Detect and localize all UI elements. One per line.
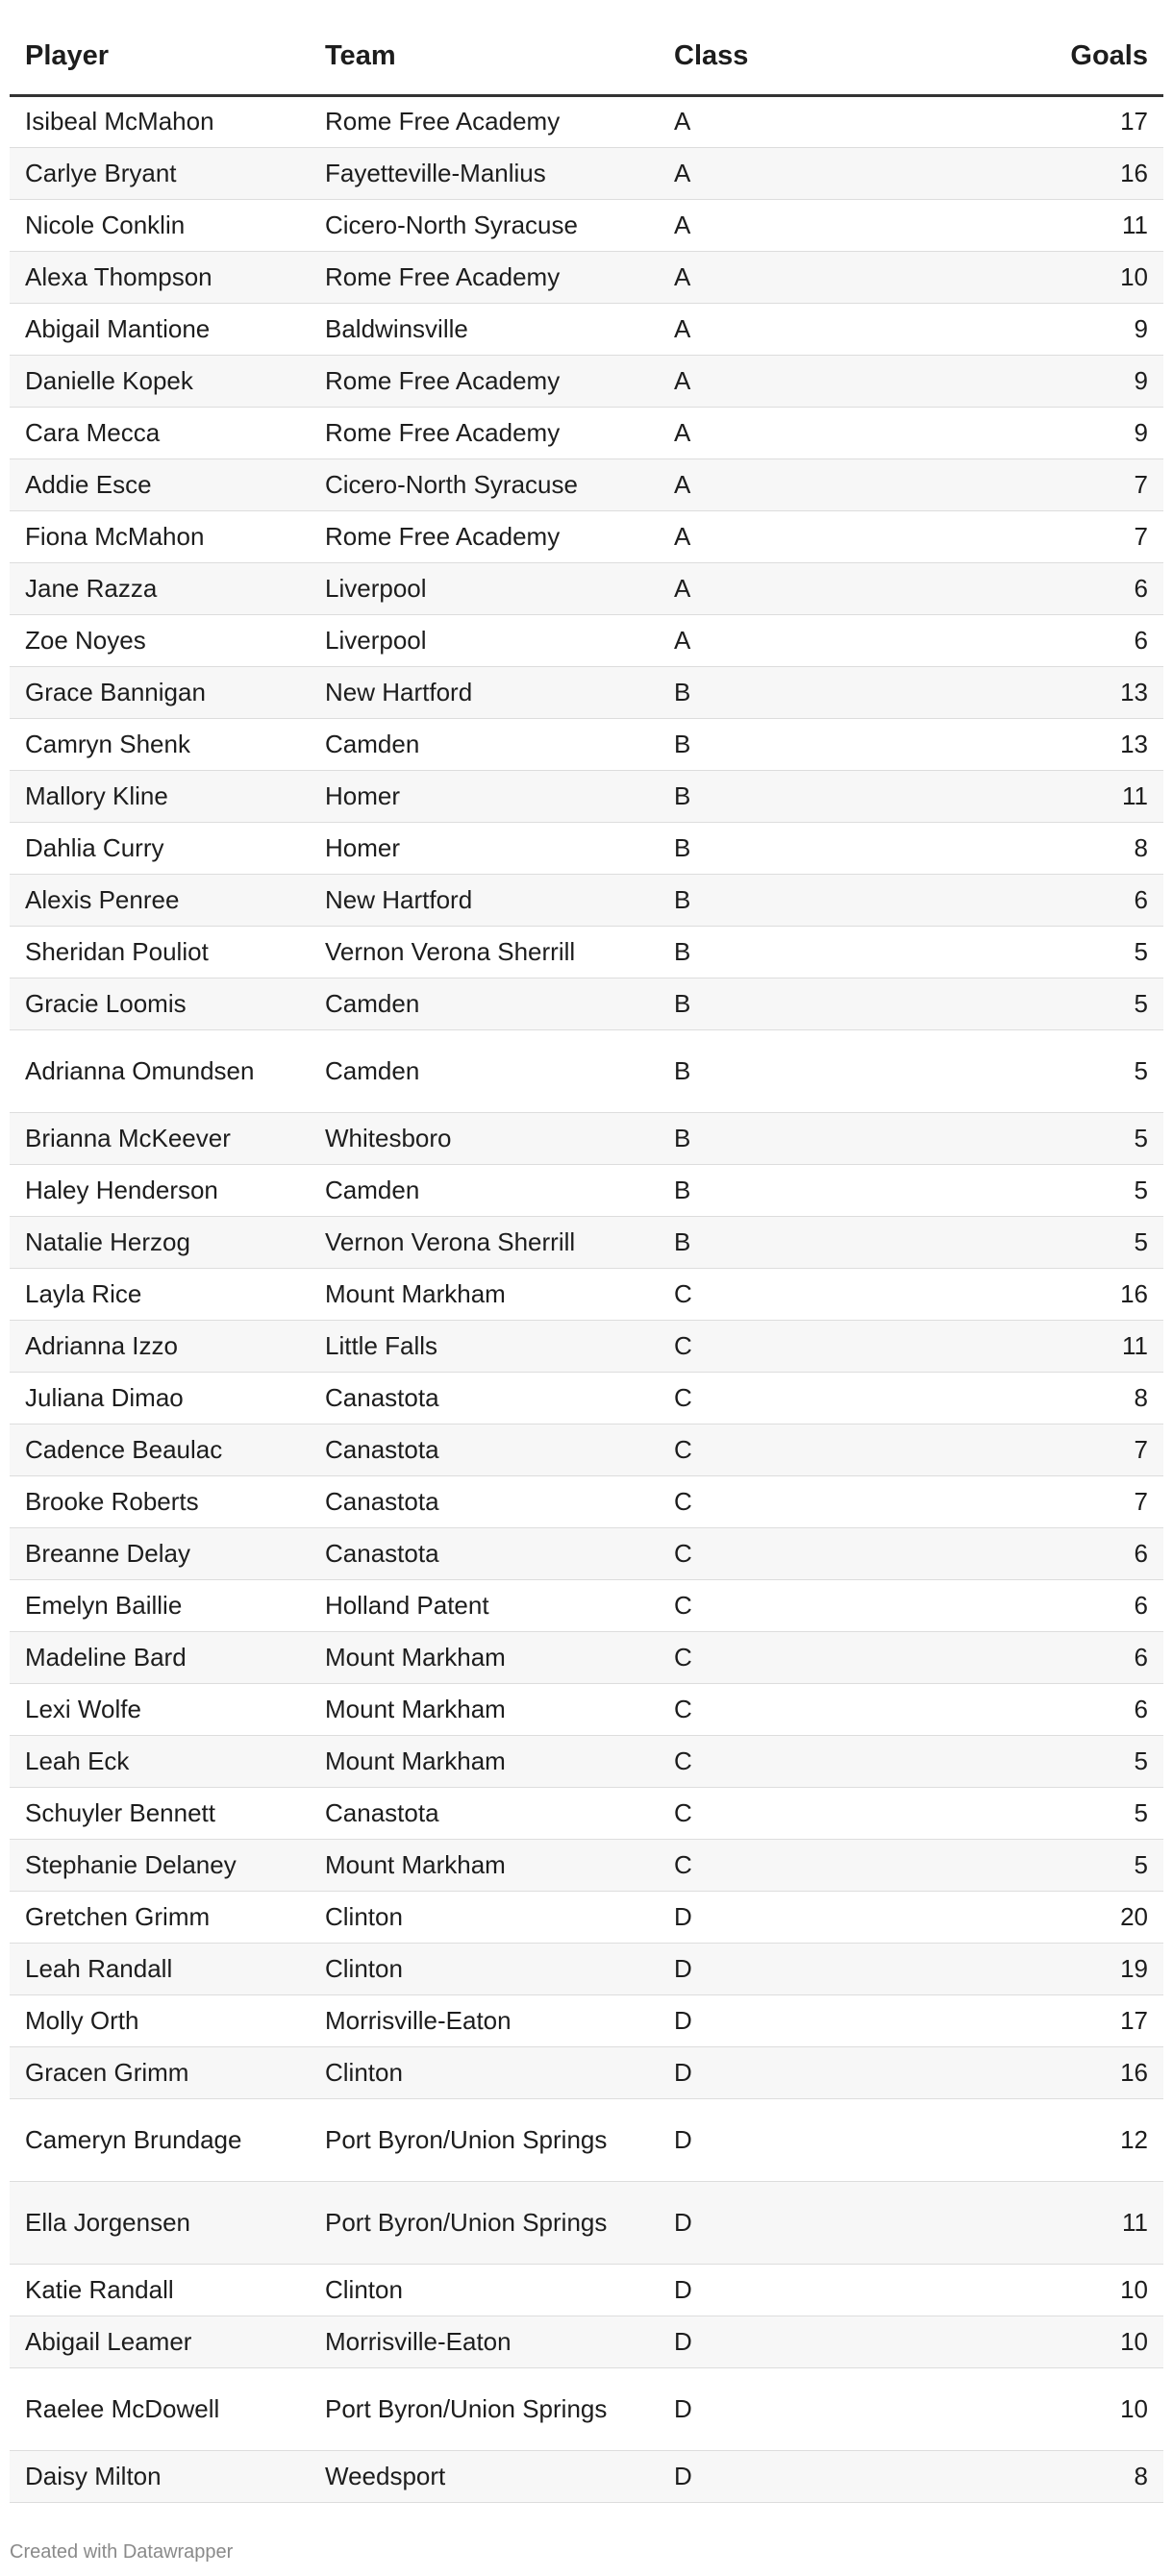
cell-player: Raelee McDowell xyxy=(10,2367,310,2450)
cell-class: A xyxy=(659,614,851,666)
cell-class: D xyxy=(659,2046,851,2098)
table-row xyxy=(10,1994,1163,2046)
cell-goals: 16 xyxy=(851,147,1163,199)
cell-class: C xyxy=(659,1735,851,1787)
table-row xyxy=(10,2316,1163,2367)
cell-player: Abigail Leamer xyxy=(10,2316,310,2367)
table-row xyxy=(10,251,1163,303)
cell-team: Morrisville-Eaton xyxy=(310,2316,659,2367)
cell-player: Fiona McMahon xyxy=(10,510,310,562)
table-row xyxy=(10,2098,1163,2181)
cell-player: Ella Jorgensen xyxy=(10,2181,310,2264)
table-row xyxy=(10,978,1163,1029)
table-row xyxy=(10,874,1163,926)
cell-class: B xyxy=(659,822,851,874)
cell-goals: 5 xyxy=(851,1787,1163,1839)
cell-team: Camden xyxy=(310,1164,659,1216)
cell-team: Rome Free Academy xyxy=(310,355,659,407)
cell-player: Molly Orth xyxy=(10,1994,310,2046)
cell-goals: 10 xyxy=(851,251,1163,303)
cell-player: Haley Henderson xyxy=(10,1164,310,1216)
cell-player: Camryn Shenk xyxy=(10,718,310,770)
cell-team: New Hartford xyxy=(310,666,659,718)
cell-team: Weedsport xyxy=(310,2450,659,2502)
goals-table xyxy=(10,19,1163,2503)
table-row xyxy=(10,1268,1163,1320)
table-row xyxy=(10,147,1163,199)
cell-class: A xyxy=(659,407,851,458)
cell-goals: 8 xyxy=(851,822,1163,874)
cell-team: Mount Markham xyxy=(310,1631,659,1683)
table-row xyxy=(10,1424,1163,1475)
cell-player: Adrianna Izzo xyxy=(10,1320,310,1372)
cell-class: A xyxy=(659,562,851,614)
cell-player: Sheridan Pouliot xyxy=(10,926,310,978)
cell-team: Canastota xyxy=(310,1475,659,1527)
cell-player: Cameryn Brundage xyxy=(10,2098,310,2181)
cell-class: B xyxy=(659,666,851,718)
cell-player: Juliana Dimao xyxy=(10,1372,310,1424)
cell-team: Clinton xyxy=(310,2264,659,2316)
cell-goals: 9 xyxy=(851,355,1163,407)
cell-team: Liverpool xyxy=(310,562,659,614)
cell-goals: 11 xyxy=(851,199,1163,251)
cell-class: D xyxy=(659,2098,851,2181)
cell-goals: 7 xyxy=(851,1475,1163,1527)
cell-class: B xyxy=(659,1029,851,1112)
cell-class: A xyxy=(659,147,851,199)
cell-team: Little Falls xyxy=(310,1320,659,1372)
cell-goals: 5 xyxy=(851,1029,1163,1112)
table-row xyxy=(10,2264,1163,2316)
cell-goals: 10 xyxy=(851,2264,1163,2316)
header-row xyxy=(10,19,1163,95)
cell-class: B xyxy=(659,1164,851,1216)
table-row xyxy=(10,1112,1163,1164)
cell-class: A xyxy=(659,510,851,562)
cell-goals: 8 xyxy=(851,2450,1163,2502)
cell-goals: 13 xyxy=(851,666,1163,718)
cell-goals: 5 xyxy=(851,1164,1163,1216)
table-row xyxy=(10,2181,1163,2264)
column-header-team[interactable]: Team xyxy=(310,19,659,95)
cell-team: Canastota xyxy=(310,1372,659,1424)
cell-team: Homer xyxy=(310,770,659,822)
table-row xyxy=(10,1943,1163,1994)
cell-class: C xyxy=(659,1579,851,1631)
column-header-goals[interactable]: Goals xyxy=(851,19,1163,95)
cell-team: Fayetteville-Manlius xyxy=(310,147,659,199)
cell-goals: 6 xyxy=(851,1683,1163,1735)
table-row xyxy=(10,2046,1163,2098)
cell-goals: 6 xyxy=(851,562,1163,614)
table-row xyxy=(10,199,1163,251)
cell-goals: 6 xyxy=(851,1579,1163,1631)
cell-class: A xyxy=(659,303,851,355)
table-row xyxy=(10,1216,1163,1268)
cell-player: Leah Randall xyxy=(10,1943,310,1994)
cell-team: Port Byron/Union Springs xyxy=(310,2098,659,2181)
cell-class: C xyxy=(659,1475,851,1527)
cell-player: Nicole Conklin xyxy=(10,199,310,251)
cell-player: Layla Rice xyxy=(10,1268,310,1320)
table-row xyxy=(10,770,1163,822)
table-row xyxy=(10,1735,1163,1787)
cell-goals: 5 xyxy=(851,1112,1163,1164)
cell-class: A xyxy=(659,95,851,147)
cell-team: Mount Markham xyxy=(310,1735,659,1787)
cell-goals: 5 xyxy=(851,978,1163,1029)
cell-team: Mount Markham xyxy=(310,1268,659,1320)
cell-class: A xyxy=(659,355,851,407)
table-row xyxy=(10,2367,1163,2450)
cell-player: Abigail Mantione xyxy=(10,303,310,355)
cell-class: C xyxy=(659,1631,851,1683)
cell-class: A xyxy=(659,458,851,510)
table-row xyxy=(10,1787,1163,1839)
cell-goals: 16 xyxy=(851,2046,1163,2098)
cell-goals: 7 xyxy=(851,1424,1163,1475)
cell-player: Addie Esce xyxy=(10,458,310,510)
table-row xyxy=(10,666,1163,718)
cell-player: Emelyn Baillie xyxy=(10,1579,310,1631)
cell-player: Gracen Grimm xyxy=(10,2046,310,2098)
cell-goals: 9 xyxy=(851,407,1163,458)
table-body xyxy=(10,95,1163,2502)
cell-player: Brooke Roberts xyxy=(10,1475,310,1527)
cell-goals: 10 xyxy=(851,2316,1163,2367)
cell-player: Cadence Beaulac xyxy=(10,1424,310,1475)
cell-player: Carlye Bryant xyxy=(10,147,310,199)
cell-class: D xyxy=(659,1891,851,1943)
cell-class: C xyxy=(659,1424,851,1475)
cell-team: Cicero-North Syracuse xyxy=(310,199,659,251)
cell-player: Grace Bannigan xyxy=(10,666,310,718)
table-row xyxy=(10,458,1163,510)
cell-goals: 8 xyxy=(851,1372,1163,1424)
cell-player: Stephanie Delaney xyxy=(10,1839,310,1891)
cell-class: B xyxy=(659,718,851,770)
cell-class: C xyxy=(659,1839,851,1891)
table-header xyxy=(10,19,1163,95)
table-row xyxy=(10,407,1163,458)
cell-class: B xyxy=(659,874,851,926)
cell-class: D xyxy=(659,2450,851,2502)
cell-player: Danielle Kopek xyxy=(10,355,310,407)
cell-team: Morrisville-Eaton xyxy=(310,1994,659,2046)
cell-player: Dahlia Curry xyxy=(10,822,310,874)
cell-player: Brianna McKeever xyxy=(10,1112,310,1164)
cell-team: Mount Markham xyxy=(310,1683,659,1735)
cell-player: Alexa Thompson xyxy=(10,251,310,303)
table-row xyxy=(10,1839,1163,1891)
cell-player: Alexis Penree xyxy=(10,874,310,926)
cell-class: D xyxy=(659,1943,851,1994)
cell-class: D xyxy=(659,2181,851,2264)
table-row xyxy=(10,562,1163,614)
table-row xyxy=(10,614,1163,666)
table-row xyxy=(10,1029,1163,1112)
cell-player: Isibeal McMahon xyxy=(10,95,310,147)
cell-team: Canastota xyxy=(310,1527,659,1579)
table-row xyxy=(10,1164,1163,1216)
cell-class: B xyxy=(659,926,851,978)
cell-player: Leah Eck xyxy=(10,1735,310,1787)
table-row xyxy=(10,355,1163,407)
cell-player: Lexi Wolfe xyxy=(10,1683,310,1735)
cell-team: Whitesboro xyxy=(310,1112,659,1164)
cell-class: B xyxy=(659,978,851,1029)
cell-team: Vernon Verona Sherrill xyxy=(310,926,659,978)
column-header-player[interactable]: Player xyxy=(10,19,310,95)
table-row xyxy=(10,1320,1163,1372)
cell-player: Breanne Delay xyxy=(10,1527,310,1579)
cell-class: C xyxy=(659,1320,851,1372)
table-row xyxy=(10,1579,1163,1631)
cell-player: Gretchen Grimm xyxy=(10,1891,310,1943)
cell-goals: 11 xyxy=(851,770,1163,822)
cell-player: Madeline Bard xyxy=(10,1631,310,1683)
cell-player: Katie Randall xyxy=(10,2264,310,2316)
cell-goals: 16 xyxy=(851,1268,1163,1320)
cell-class: A xyxy=(659,199,851,251)
cell-team: Canastota xyxy=(310,1424,659,1475)
cell-class: B xyxy=(659,1112,851,1164)
column-header-class[interactable]: Class xyxy=(659,19,851,95)
cell-player: Cara Mecca xyxy=(10,407,310,458)
table-row xyxy=(10,822,1163,874)
cell-class: A xyxy=(659,251,851,303)
cell-team: New Hartford xyxy=(310,874,659,926)
table-row xyxy=(10,1475,1163,1527)
cell-goals: 5 xyxy=(851,1735,1163,1787)
cell-goals: 20 xyxy=(851,1891,1163,1943)
cell-goals: 19 xyxy=(851,1943,1163,1994)
cell-class: C xyxy=(659,1372,851,1424)
cell-player: Zoe Noyes xyxy=(10,614,310,666)
cell-goals: 5 xyxy=(851,1216,1163,1268)
goals-table-container xyxy=(10,19,1163,2503)
table-row xyxy=(10,2450,1163,2502)
cell-goals: 12 xyxy=(851,2098,1163,2181)
table-row xyxy=(10,718,1163,770)
cell-team: Clinton xyxy=(310,1891,659,1943)
cell-player: Natalie Herzog xyxy=(10,1216,310,1268)
cell-player: Gracie Loomis xyxy=(10,978,310,1029)
cell-class: C xyxy=(659,1527,851,1579)
cell-team: Port Byron/Union Springs xyxy=(310,2181,659,2264)
cell-team: Rome Free Academy xyxy=(310,407,659,458)
cell-team: Camden xyxy=(310,978,659,1029)
cell-goals: 11 xyxy=(851,2181,1163,2264)
cell-team: Vernon Verona Sherrill xyxy=(310,1216,659,1268)
cell-class: D xyxy=(659,2264,851,2316)
cell-goals: 11 xyxy=(851,1320,1163,1372)
cell-goals: 6 xyxy=(851,614,1163,666)
cell-team: Cicero-North Syracuse xyxy=(310,458,659,510)
cell-team: Rome Free Academy xyxy=(310,95,659,147)
cell-goals: 10 xyxy=(851,2367,1163,2450)
table-row xyxy=(10,1631,1163,1683)
cell-goals: 7 xyxy=(851,458,1163,510)
table-row xyxy=(10,95,1163,147)
cell-class: D xyxy=(659,1994,851,2046)
cell-class: C xyxy=(659,1268,851,1320)
cell-class: D xyxy=(659,2316,851,2367)
cell-team: Clinton xyxy=(310,1943,659,1994)
cell-goals: 5 xyxy=(851,1839,1163,1891)
cell-class: B xyxy=(659,1216,851,1268)
datawrapper-credit: Created with Datawrapper xyxy=(10,2541,234,2563)
cell-player: Schuyler Bennett xyxy=(10,1787,310,1839)
cell-class: C xyxy=(659,1787,851,1839)
cell-goals: 5 xyxy=(851,926,1163,978)
table-row xyxy=(10,1891,1163,1943)
cell-team: Baldwinsville xyxy=(310,303,659,355)
cell-player: Mallory Kline xyxy=(10,770,310,822)
cell-player: Adrianna Omundsen xyxy=(10,1029,310,1112)
cell-team: Port Byron/Union Springs xyxy=(310,2367,659,2450)
cell-team: Camden xyxy=(310,718,659,770)
cell-team: Clinton xyxy=(310,2046,659,2098)
table-row xyxy=(10,303,1163,355)
cell-team: Liverpool xyxy=(310,614,659,666)
table-row xyxy=(10,510,1163,562)
cell-team: Holland Patent xyxy=(310,1579,659,1631)
cell-goals: 7 xyxy=(851,510,1163,562)
cell-goals: 17 xyxy=(851,1994,1163,2046)
table-row xyxy=(10,1527,1163,1579)
table-row xyxy=(10,926,1163,978)
cell-goals: 17 xyxy=(851,95,1163,147)
cell-team: Homer xyxy=(310,822,659,874)
cell-goals: 6 xyxy=(851,1631,1163,1683)
cell-goals: 9 xyxy=(851,303,1163,355)
table-row xyxy=(10,1683,1163,1735)
cell-team: Camden xyxy=(310,1029,659,1112)
cell-player: Daisy Milton xyxy=(10,2450,310,2502)
cell-class: C xyxy=(659,1683,851,1735)
cell-team: Rome Free Academy xyxy=(310,510,659,562)
cell-class: B xyxy=(659,770,851,822)
cell-team: Canastota xyxy=(310,1787,659,1839)
cell-team: Rome Free Academy xyxy=(310,251,659,303)
cell-class: D xyxy=(659,2367,851,2450)
cell-player: Jane Razza xyxy=(10,562,310,614)
cell-goals: 6 xyxy=(851,1527,1163,1579)
cell-team: Mount Markham xyxy=(310,1839,659,1891)
cell-goals: 13 xyxy=(851,718,1163,770)
cell-goals: 6 xyxy=(851,874,1163,926)
table-row xyxy=(10,1372,1163,1424)
